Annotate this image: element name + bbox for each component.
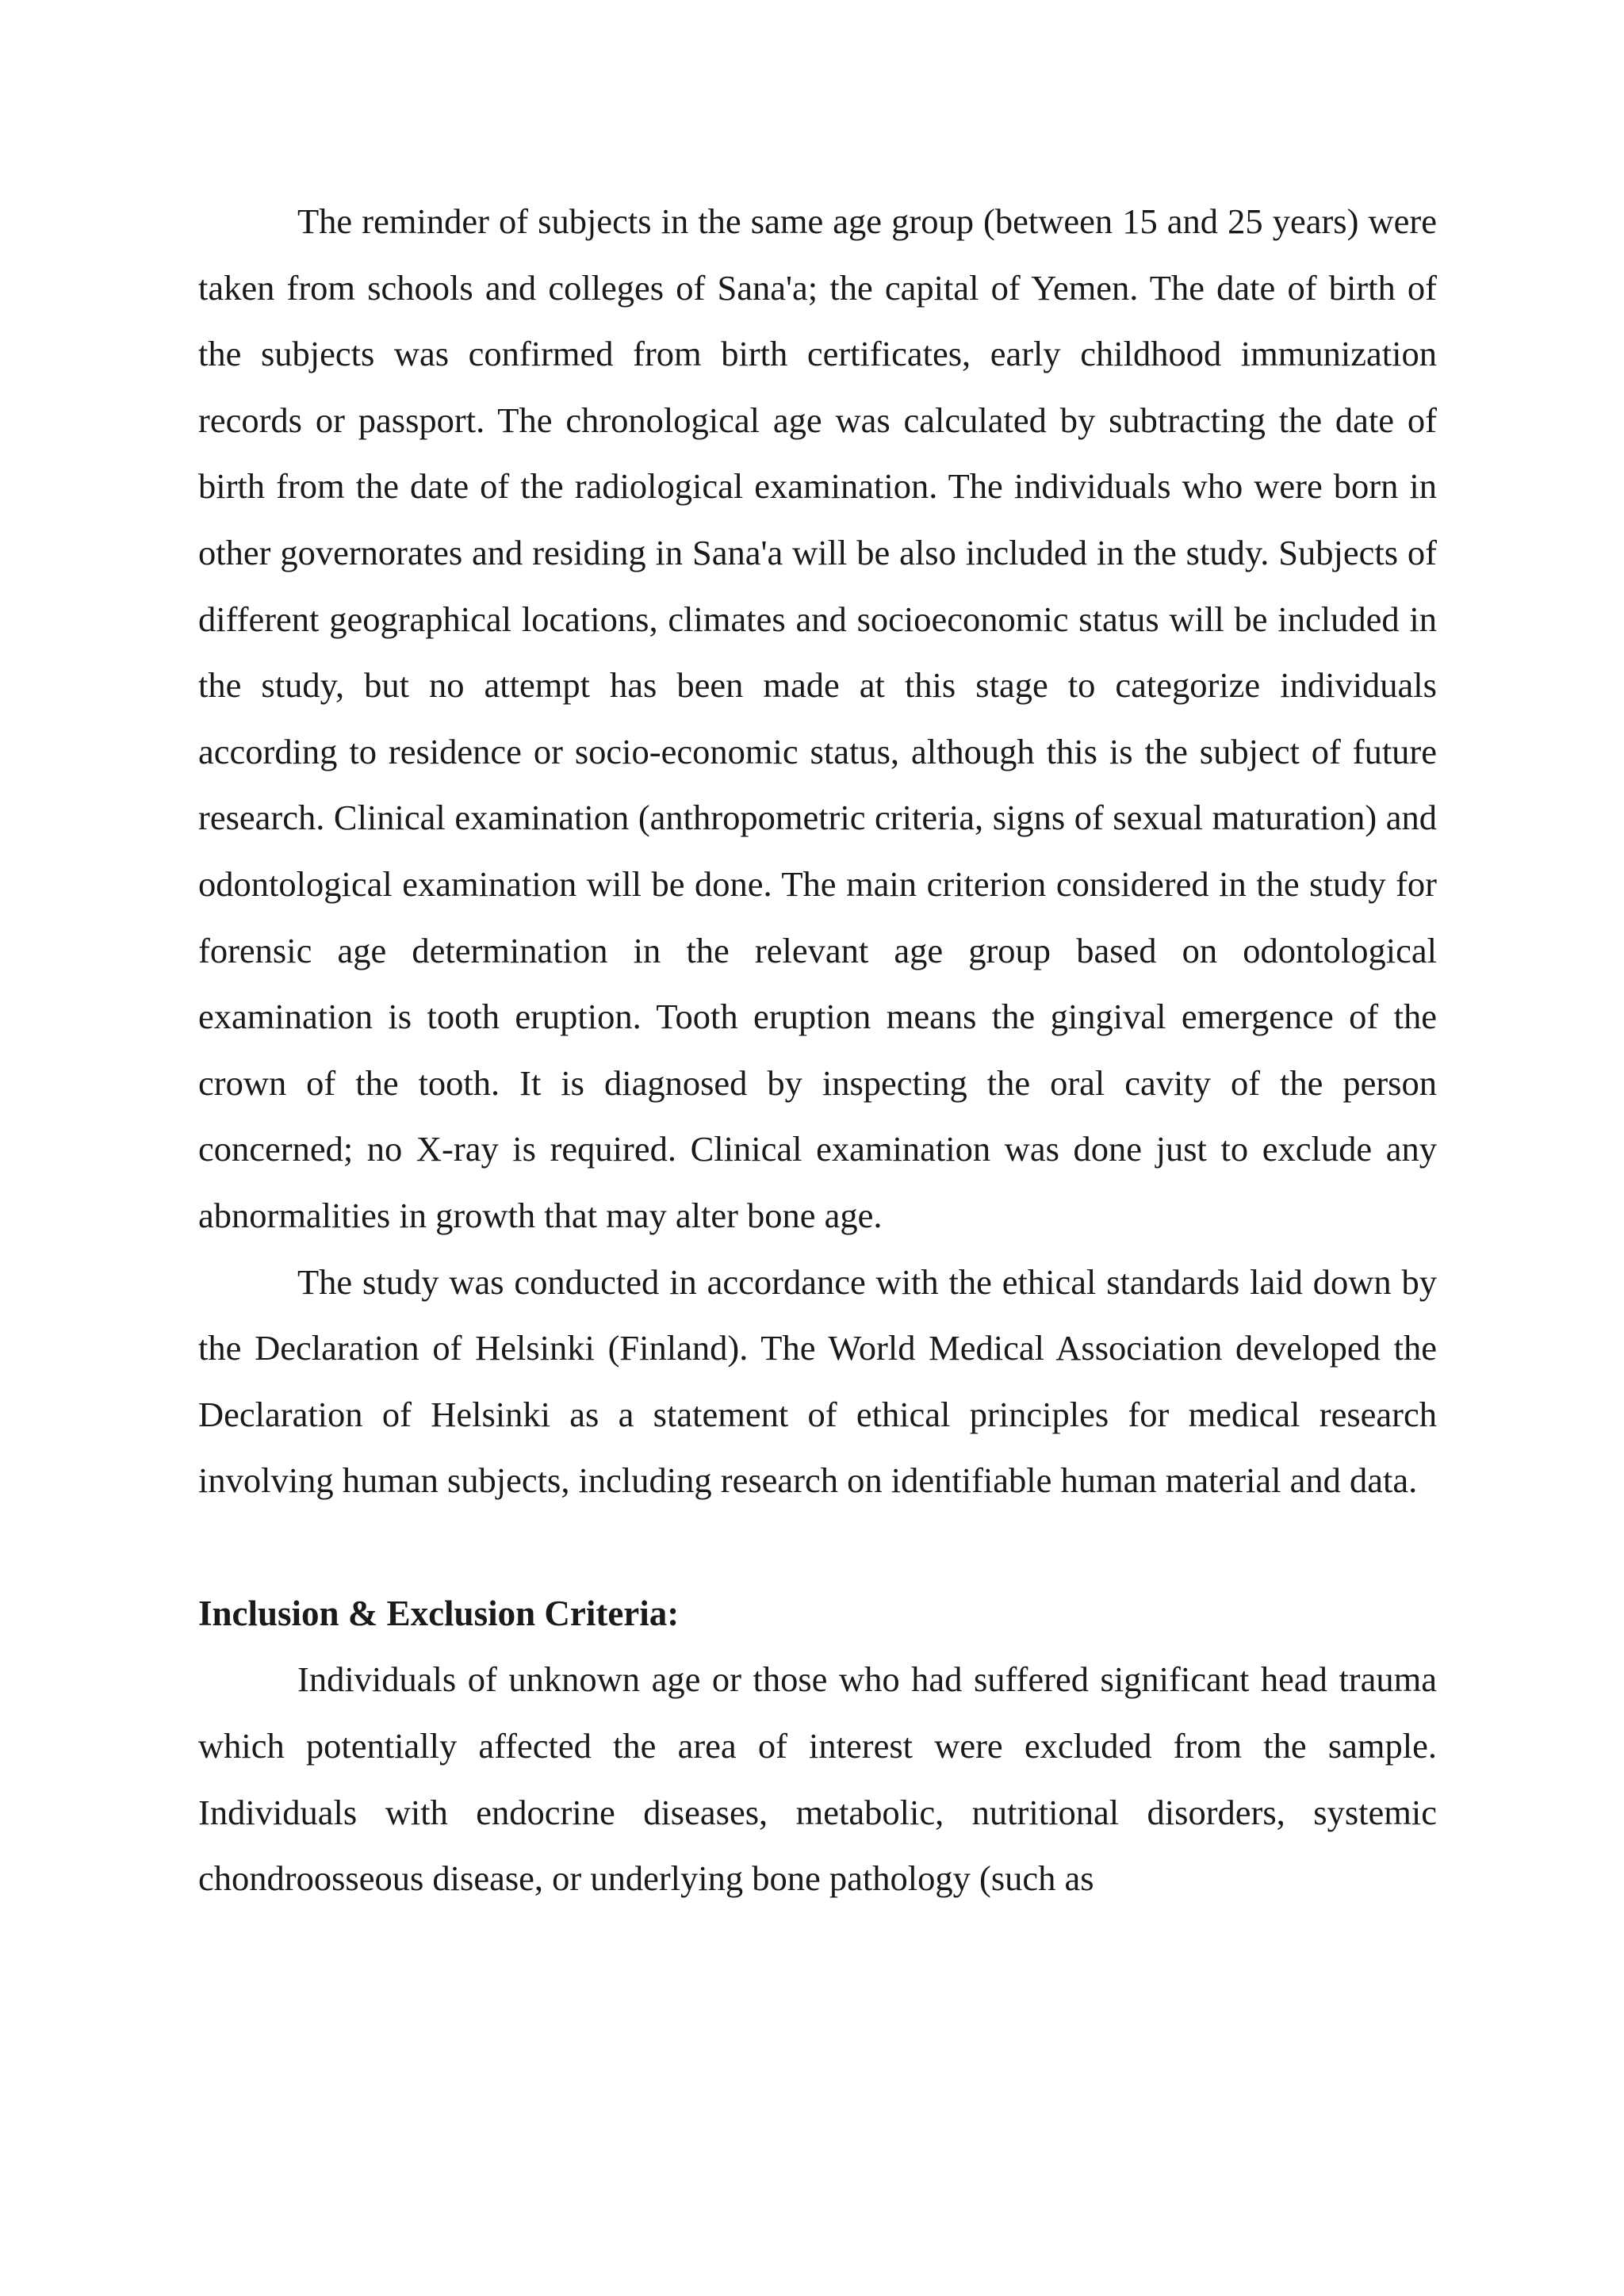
- body-paragraph: The reminder of subjects in the same age group (between 15 and 25 years) were taken from schools and colleges of Sana'a; the capital of Yemen. The date of birth of the subjects was confirmed from birth certificates, early childhood immunization records or passport. The chronological age was calculated by subtracting the date of birth from the date of the radiological examination. The individuals who were born in other governorates and residing in Sana'a will be also included in the study. Subjects of different geographical locations, climates and socioeconomic status will be included in the study, but no attempt has been made at this stage to categorize individuals according to residence or socio-economic status, although this is the subject of future research. Clinical examination (anthropometric criteria, signs of sexual maturation) and odontological examination will be done. The main criterion considered in the study for forensic age determination in the relevant age group based on odontological examination is tooth eruption. Tooth eruption means the gingival emergence of the crown of the tooth. It is diagnosed by inspecting the oral cavity of the person concerned; no X-ray is required. Clinical examination was done just to exclude any abnormalities in growth that may alter bone age.: [198, 201, 1437, 1235]
- document-body: [198, 189, 1437, 1912]
- body-paragraph: Individuals of unknown age or those who had suffered significant head trauma which potentially affected the area of interest were excluded from the sample. Individuals with endocrine diseases, metabolic, nutritional disorders, systemic chondroosseous disease, or underlying bone pathology (such as: [198, 1659, 1437, 1899]
- body-paragraph: The study was conducted in accordance with the ethical standards laid down by the Declaration of Helsinki (Finland). The World Medical Association developed the Declaration of Helsinki as a statement of ethical principles for medical research involving human subjects, including research on identifiable human material and data.: [198, 1261, 1437, 1501]
- section-heading: Inclusion & Exclusion Criteria:: [198, 1593, 680, 1633]
